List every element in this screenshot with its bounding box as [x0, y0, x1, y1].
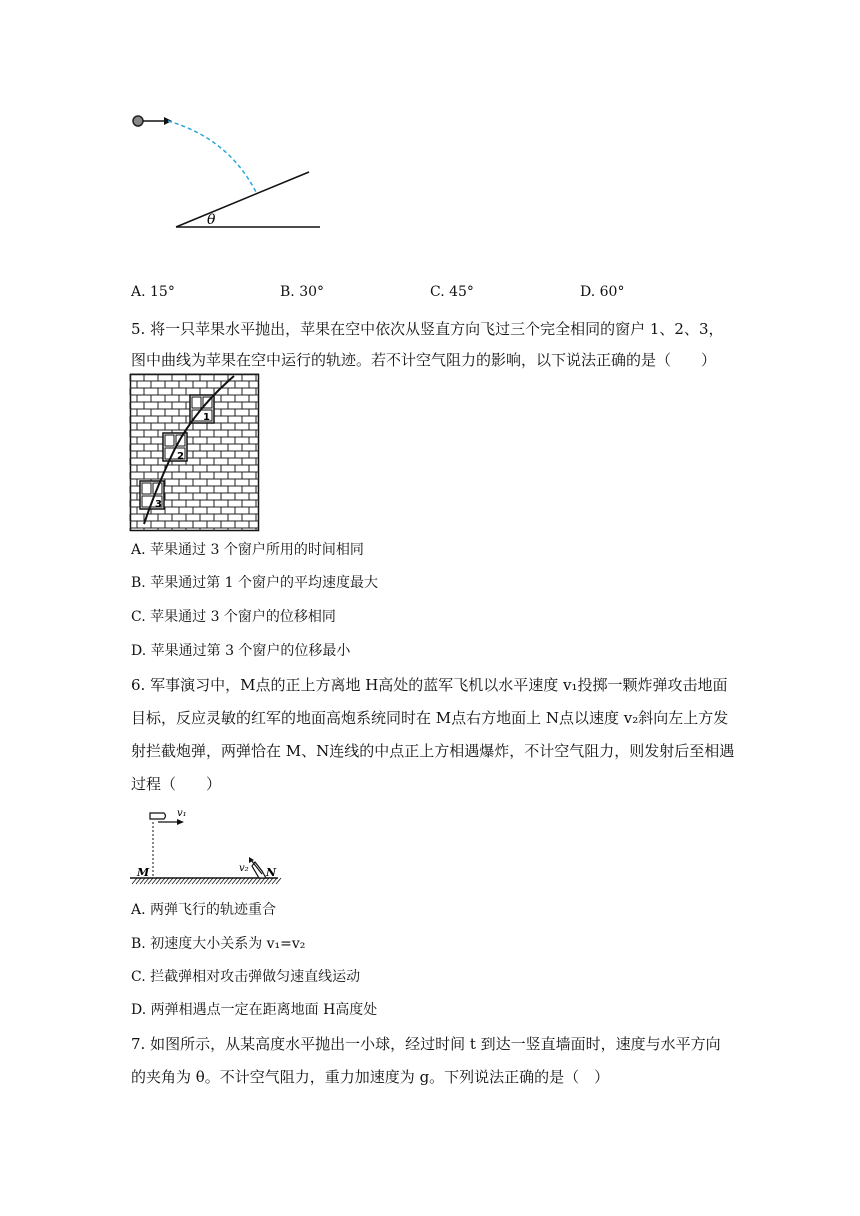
q7-stem-line2: 的夹角为 θ。不计空气阻力，重力加速度为 g。下列说法正确的是（ ）: [131, 1068, 610, 1086]
q4-option-b: B. 30°: [280, 284, 325, 300]
q5-stem-line1: 5. 将一只苹果水平抛出，苹果在空中依次从竖直方向飞过三个完全相同的窗户 1、2、3，: [131, 320, 724, 338]
svg-text:N: N: [266, 866, 277, 879]
svg-text:3: 3: [155, 499, 162, 510]
plane-icon: [150, 813, 166, 819]
q6-stem-line4: 过程（ ）: [131, 775, 222, 793]
ball-icon: [133, 116, 143, 126]
q7-stem-line1: 7. 如图所示，从某高度水平抛出一小球，经过时间 t 到达一竖直墙面时，速度与水平方向: [131, 1035, 721, 1053]
q6-stem-line3: 射拦截炮弹，两弹恰在 M、N连线的中点正上方相遇爆炸，不计空气阻力，则发射后至相遇: [131, 742, 735, 760]
q4-option-a: A. 15°: [131, 284, 175, 300]
q5-stem-line2: 图中曲线为苹果在空中运行的轨迹。若不计空气阻力的影响，以下说法正确的是（ ）: [131, 351, 717, 369]
q6-option-d: D. 两弹相遇点一定在距离地面 H高度处: [131, 1002, 378, 1018]
incline-line: [176, 172, 309, 227]
q6-option-a: A. 两弹飞行的轨迹重合: [131, 902, 277, 918]
window-3: [140, 481, 164, 510]
q6-option-c: C. 拦截弹相对攻击弹做匀速直线运动: [131, 969, 361, 985]
q5-option-c: C. 苹果通过 3 个窗户的位移相同: [131, 609, 336, 625]
trajectory-curve: [168, 121, 256, 192]
q6-figure: [0, 800, 860, 890]
q6-stem-line1: 6. 军事演习中，M点的正上方离地 H高处的蓝军飞机以水平速度 v₁投掷一颗炸弹攻击地面: [131, 676, 728, 694]
angle-label: θ: [207, 212, 216, 228]
q5-option-b: B. 苹果通过第 1 个窗户的平均速度最大: [131, 575, 378, 591]
q5-option-d: D. 苹果通过第 3 个窗户的位移最小: [131, 643, 351, 659]
svg-text:M: M: [137, 866, 150, 879]
q4-figure: [0, 0, 860, 260]
q6-stem-line2: 目标，反应灵敏的红军的地面高炮系统同时在 M点右方地面上 N点以速度 v₂斜向左上方发: [131, 709, 729, 727]
svg-text:v₂: v₂: [239, 863, 249, 874]
svg-text:v₁: v₁: [177, 808, 187, 819]
q5-option-a: A. 苹果通过 3 个窗户所用的时间相同: [131, 542, 364, 558]
svg-text:1: 1: [203, 412, 210, 423]
q5-brick-wall-figure: [130, 374, 259, 531]
q6-option-b: B. 初速度大小关系为 v₁=v₂: [131, 936, 306, 952]
q4-option-c: C. 45°: [430, 284, 474, 300]
q4-option-d: D. 60°: [580, 284, 625, 300]
svg-text:2: 2: [177, 451, 184, 462]
